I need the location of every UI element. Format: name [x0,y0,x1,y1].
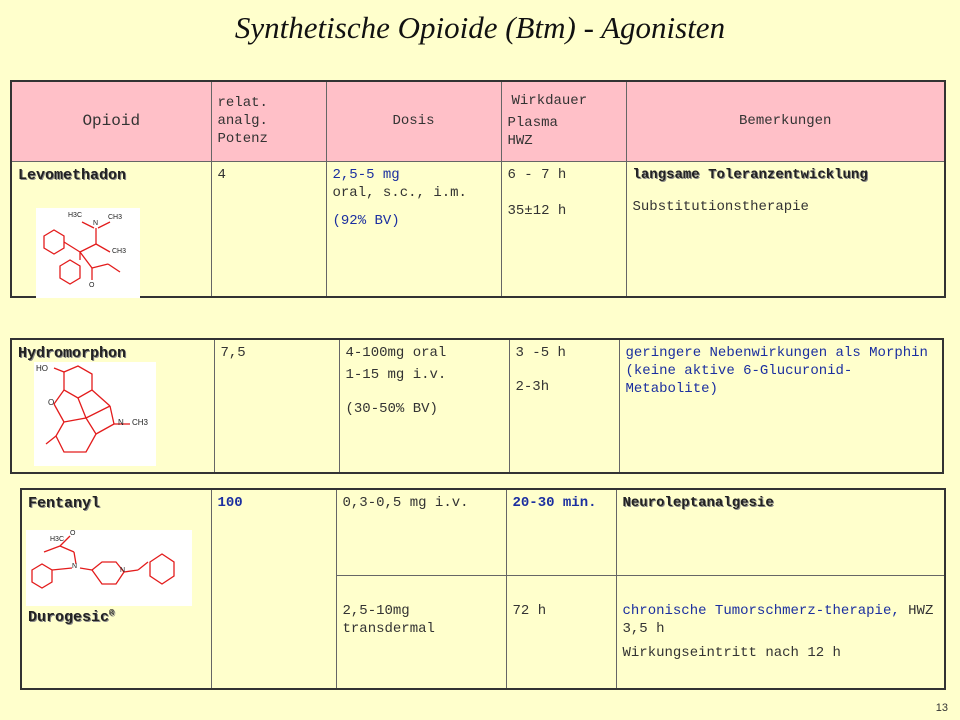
levomethadon-table [10,80,946,298]
page-number: 13 [935,702,948,714]
levomethadon-remarks: langsame Toleranzentwicklung Substitutionstherapie [626,161,945,297]
hydromorphon-dose: 4-100mg oral 1-15 mg i.v. (30-50% BV) [339,339,509,473]
page-title: Synthetische Opioide (Btm) - Agonisten [234,10,726,45]
fentanyl-duration-td: 72 h [506,575,616,689]
hydromorphon-remarks: geringere Nebenwirkungen als Morphin (keine aktive 6-Glucuronid-Metabolite) [619,339,943,473]
drug-name: Hydromorphon [18,345,127,362]
levomethadon-dose: 2,5-5 mg oral, s.c., i.m. (92% BV) [326,161,501,297]
header-dose: Dosis [326,81,501,161]
levomethadon-duration: 6 - 7 h 35±12 h [501,161,626,297]
header-potency: relat. analg. Potenz [211,81,326,161]
header-opioid: Opioid [11,81,211,161]
fentanyl-remark-iv: Neuroleptanalgesie [616,489,945,575]
levomethadon-potency: 4 [211,161,326,297]
drug-name: Fentanyl [28,495,101,512]
hydromorphon-structure: HO O N CH3 [34,362,156,466]
fentanyl-dose-td: 2,5-10mg transdermal [336,575,506,689]
fentanyl-dose-iv: 0,3-0,5 mg i.v. [336,489,506,575]
hydromorphon-potency: 7,5 [214,339,339,473]
header-duration: Wirkdauer Plasma HWZ [501,81,626,161]
drug-name: Levomethadon [18,166,127,184]
fentanyl-remark-td: chronische Tumorschmerz-therapie, HWZ 3,5 h Wirkungseintritt nach 12 h [616,575,945,689]
fentanyl-duration-iv: 20-30 min. [506,489,616,575]
hydromorphon-duration: 3 -5 h 2-3h [509,339,619,473]
fentanyl-potency: 100 [211,489,336,689]
header-remarks: Bemerkungen [626,81,945,161]
fentanyl-structure: H3C O N N [26,530,192,606]
levomethadon-structure: H3C N CH3 O CH3 [36,208,140,298]
brand-name: Durogesic® [28,608,115,626]
